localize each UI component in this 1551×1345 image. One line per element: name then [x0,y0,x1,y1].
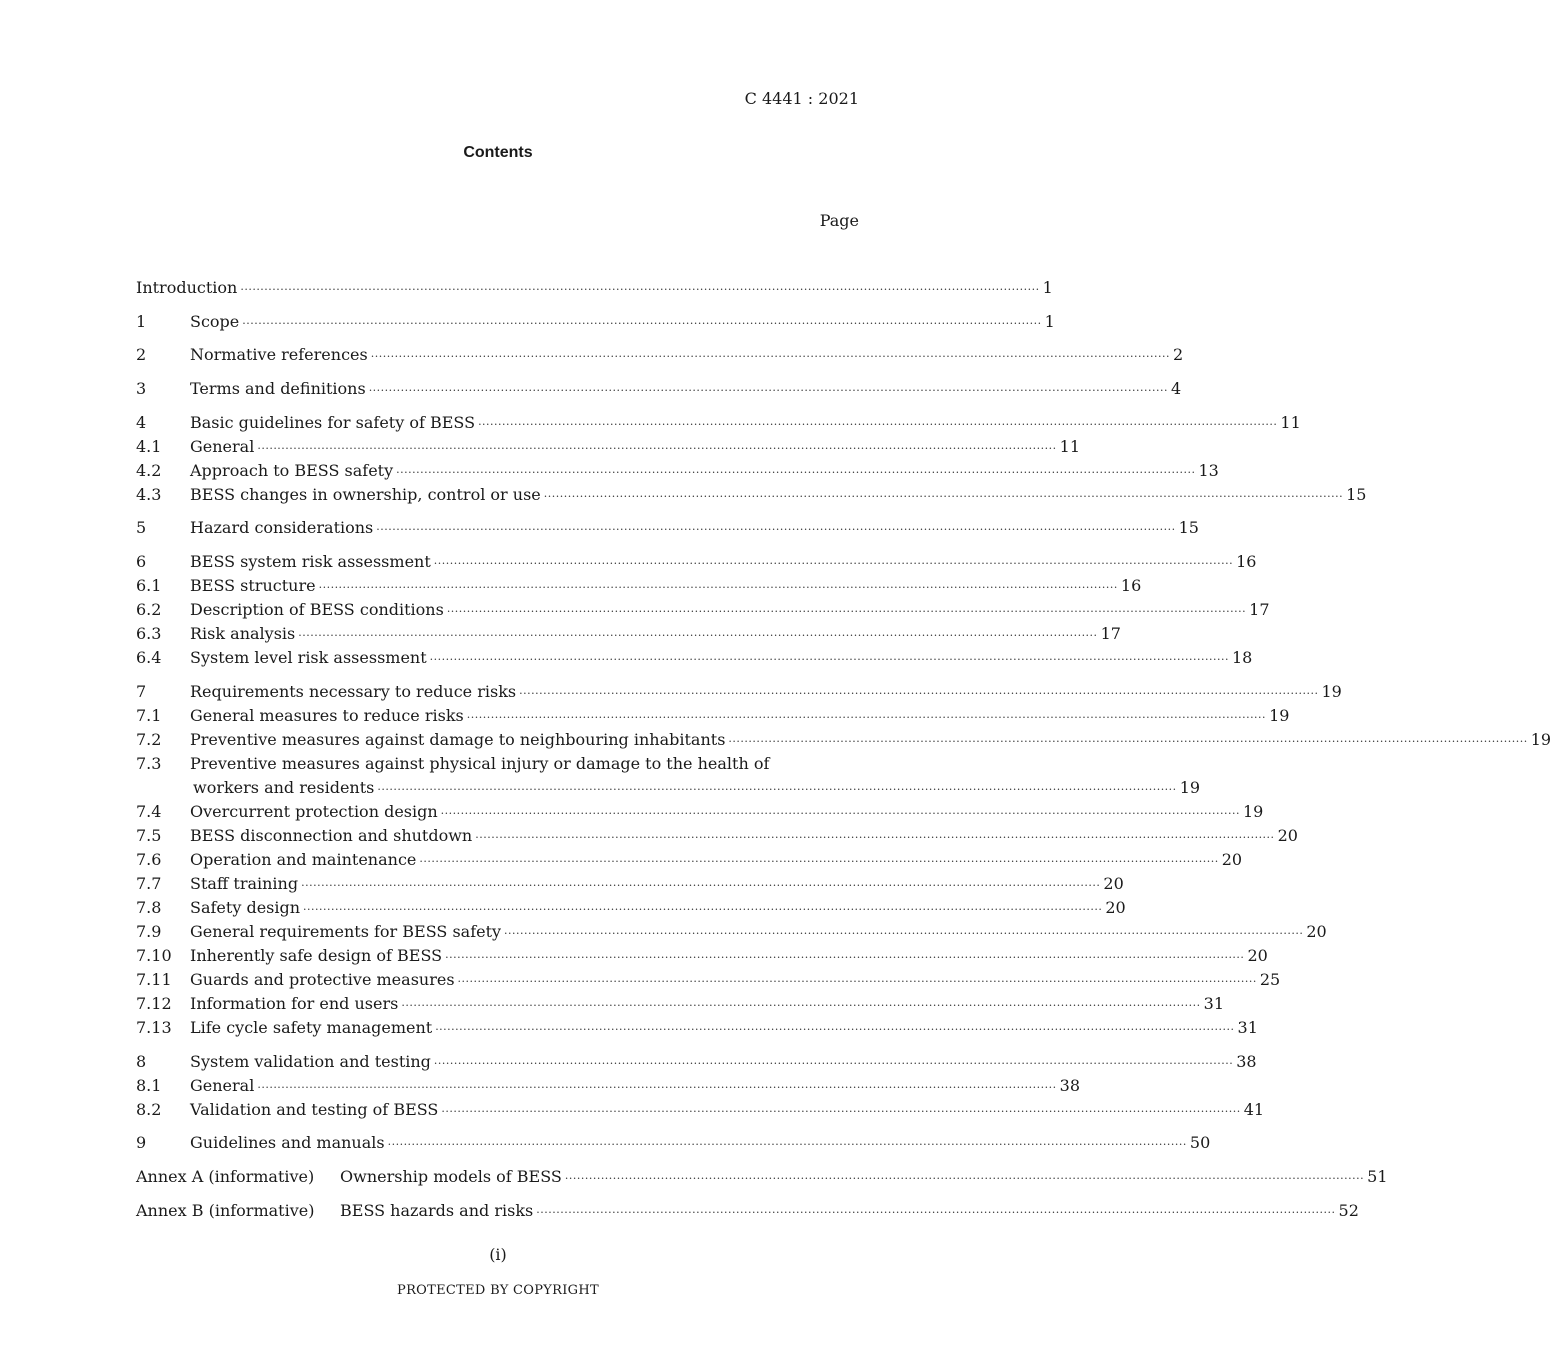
toc-entry-7-3-continued[interactable] [136,776,1201,800]
toc-entry-page: 17 [1249,600,1270,620]
toc-entry-7-11[interactable] [136,968,1281,992]
toc-entry-number: 7.3 [136,753,162,773]
toc-entry-page: 16 [1120,576,1142,596]
toc-entry-number: 6.1 [136,576,162,596]
toc-entry-number: 5 [136,518,147,538]
toc-entry-number: 6.3 [136,624,162,644]
leader-dots: ········································································································································································································ [433,1056,1234,1070]
toc-entry-9[interactable] [136,1131,1211,1155]
toc-entry-title: BESS structure [190,576,316,596]
toc-entry-number: 8 [136,1051,147,1071]
toc-entry-page: 19 [1321,681,1342,701]
leader-dots: ········································································································································································································ [301,878,1101,892]
toc-entry-title: BESS hazards and risks [340,1200,534,1220]
toc-entry-6-4[interactable] [136,646,1253,670]
toc-entry-number: 9 [136,1133,147,1153]
toc-entry-7-5[interactable] [136,824,1298,848]
annex-label: Annex B (informative) [136,1200,315,1220]
leader-dots: ········································································································································································································ [536,1205,1336,1219]
toc-entry-page: 50 [1189,1133,1211,1153]
toc-entry-page: 25 [1259,969,1281,989]
toc-entry-7-9[interactable] [136,920,1327,944]
toc-entry-page: 1 [1044,311,1055,331]
leader-dots: ········································································································································································································ [368,384,1169,398]
toc-entry-title: Terms and definitions [190,379,366,399]
leader-dots: ········································································································································································································ [242,316,1042,330]
toc-entry-number: 2 [136,345,147,365]
toc-entry-page: 31 [1203,993,1225,1013]
toc-entry-number: 7 [136,681,147,701]
toc-entry-7-10[interactable] [136,944,1268,968]
toc-entry-title: Ownership models of BESS [340,1166,562,1186]
copyright-notice: PROTECTED BY COPYRIGHT [397,1283,599,1298]
toc-entry-7-3[interactable] [136,752,842,776]
toc-entry-title: Information for end users [190,993,399,1013]
toc-entry-8-1[interactable] [136,1074,1081,1098]
toc-entry-title: Validation and testing of BESS [190,1099,439,1119]
toc-entry-7-12[interactable] [136,992,1225,1016]
toc-entry-number: 7.7 [136,873,162,893]
toc-entry-page: 41 [1243,1099,1265,1119]
toc-entry-7-4[interactable] [136,800,1264,824]
toc-entry-number: 7.5 [136,825,162,845]
toc-entry-page: 4 [1171,379,1182,399]
toc-entry-page: 1 [1042,278,1053,297]
toc-entry-8[interactable] [136,1050,1257,1074]
leader-dots: ········································································································································································································ [396,465,1196,479]
page-title: Contents [463,144,533,161]
toc-entry-number: 3 [136,379,147,399]
leader-dots: ········································································································································································································ [318,581,1118,595]
toc-entry-number: 7.2 [136,729,162,749]
toc-entry-number: 7.4 [136,801,162,821]
toc-entry-page: 15 [1178,518,1199,538]
page-column-label: Page [819,211,859,230]
toc-entry-4-2[interactable] [136,459,1219,483]
toc-entry-title: System level risk assessment [190,648,427,668]
toc-entry-title: Description of BESS conditions [190,600,444,620]
leader-dots: ········································································································································································································ [446,605,1247,619]
toc-entry-page: 19 [1269,705,1290,725]
toc-entry-page: 31 [1237,1017,1258,1037]
leader-dots: ········································································································································································································ [519,686,1319,700]
toc-entry-page: 19 [1243,801,1264,821]
toc-entry-7-1[interactable] [136,704,1290,728]
toc-entry-title: Operation and maintenance [190,849,417,869]
leader-dots: ········································································································································································································ [435,1022,1235,1036]
toc-entry-6[interactable] [136,550,1257,574]
toc-entry-title: Scope [190,311,240,331]
toc-entry-number: 6 [136,552,147,572]
leader-dots: ········································································································································································································ [370,350,1171,364]
toc-entry-title: Preventive measures against damage to neighbouring inhabitants [190,729,726,749]
toc-entry-number: 4 [136,412,147,432]
toc-entry-number: 1 [136,311,147,331]
toc-entry-title: System validation and testing [190,1051,431,1071]
toc-entry-3[interactable] [136,377,1182,401]
toc-entry-title: Hazard considerations [190,518,374,538]
toc-entry-number: 7.10 [136,945,172,965]
toc-entry-title: Risk analysis [190,624,296,644]
leader-dots: ········································································································································································································ [466,710,1267,724]
leader-dots: ········································································································································································································ [303,902,1103,916]
toc-entry-2[interactable] [136,343,1184,367]
leader-dots: ········································································································································································································ [377,782,1177,796]
leader-dots: ········································································································································································································ [478,417,1278,431]
toc-entry-page: 15 [1346,484,1367,504]
leader-dots: ········································································································································································································ [564,1171,1365,1185]
toc-entry-title: Approach to BESS safety [190,460,394,480]
leader-dots: ········································································································································································································ [433,557,1234,571]
toc-entry-page: 20 [1247,945,1268,965]
toc-entry-title: Requirements necessary to reduce risks [190,681,517,701]
toc-entry-title: BESS changes in ownership, control or use [190,484,541,504]
leader-dots: ········································································································································································································ [728,734,1528,748]
leader-dots: ········································································································································································································ [445,950,1245,964]
toc-entry-title: General measures to reduce risks [190,705,464,725]
leader-dots: ········································································································································································································ [543,489,1344,503]
toc-entry-page: 11 [1059,436,1081,456]
toc-entry-page: 19 [1530,729,1551,749]
toc-entry-7-6[interactable] [136,848,1243,872]
toc-entry-annex-a[interactable] [136,1165,1388,1189]
toc-entry-page: 17 [1100,624,1121,644]
leader-dots: ········································································································································································································ [298,629,1098,643]
toc-entry-title: Safety design [190,897,301,917]
toc-entry-number: 6.2 [136,600,162,620]
toc-entry-number: 4.2 [136,460,162,480]
toc-entry-1[interactable] [136,310,1055,334]
toc-entry-page: 51 [1367,1166,1388,1186]
toc-entry-number: 8.2 [136,1099,162,1119]
toc-entry-title-continued: workers and residents [193,777,375,797]
toc-entry-page: 16 [1236,552,1257,572]
table-of-contents [136,276,1551,1223]
toc-entry-number: 7.8 [136,897,162,917]
leader-dots: ········································································································································································································ [440,806,1240,820]
toc-entry-7-7[interactable] [136,872,1124,896]
toc-entry-7-8[interactable] [136,896,1126,920]
leader-dots: ········································································································································································································ [504,926,1304,940]
toc-entry-title: Inherently safe design of BESS [190,945,443,965]
leader-dots: ········································································································································································································ [257,441,1057,455]
page-folio: (i) [489,1245,507,1264]
leader-dots: ········································································································································································································ [475,830,1275,844]
toc-entry-title: Guidelines and manuals [190,1133,385,1153]
toc-entry-page: 38 [1059,1075,1081,1095]
toc-entry-page: 13 [1198,460,1219,480]
toc-entry-introduction[interactable] [136,276,1053,300]
toc-entry-4-1[interactable] [136,435,1081,459]
toc-entry-number: 7.6 [136,849,162,869]
leader-dots: ········································································································································································································ [401,998,1201,1012]
toc-entry-title: Preventive measures against physical injury or damage to the health of [190,753,770,773]
toc-entry-page: 20 [1221,849,1243,869]
toc-entry-title: General requirements for BESS safety [190,921,502,941]
toc-entry-page: 2 [1173,345,1184,365]
toc-entry-page: 18 [1231,648,1253,668]
toc-entry-title: General [190,436,255,456]
toc-entry-8-2[interactable] [136,1098,1265,1122]
toc-entry-7[interactable] [136,680,1342,704]
leader-dots: ········································································································································································································ [257,1080,1057,1094]
toc-entry-title: General [190,1075,255,1095]
toc-entry-page: 52 [1338,1200,1359,1220]
toc-entry-6-1[interactable] [136,574,1142,598]
toc-entry-4-3[interactable] [136,483,1367,507]
toc-entry-number: 7.12 [136,993,172,1013]
toc-entry-title: Life cycle safety management [190,1017,433,1037]
toc-entry-6-3[interactable] [136,622,1121,646]
toc-entry-7-2[interactable] [136,728,1551,752]
toc-entry-number: 7.11 [136,969,172,989]
toc-entry-title: Overcurrent protection design [190,801,438,821]
toc-entry-page: 38 [1236,1051,1257,1071]
toc-entry-6-2[interactable] [136,598,1270,622]
leader-dots: ········································································································································································································ [441,1104,1241,1118]
toc-entry-page: 11 [1280,412,1301,432]
toc-entry-annex-b[interactable] [136,1199,1359,1223]
annex-label: Annex A (informative) [136,1166,315,1186]
toc-entry-page: 20 [1306,921,1327,941]
toc-entry-title: BESS disconnection and shutdown [190,825,473,845]
toc-entry-page: 20 [1103,873,1124,893]
toc-entry-number: 7.1 [136,705,162,725]
toc-entry-title: Introduction [136,278,238,297]
toc-entry-number: 6.4 [136,648,162,668]
toc-entry-number: 4.3 [136,484,162,504]
toc-entry-title: Basic guidelines for safety of BESS [190,412,476,432]
leader-dots: ········································································································································································································ [376,523,1176,537]
toc-entry-number: 4.1 [136,436,162,456]
toc-entry-title: Normative references [190,345,368,365]
leader-dots: ········································································································································································································ [429,653,1229,667]
toc-entry-number: 7.13 [136,1017,172,1037]
leader-dots: ········································································································································································································ [457,974,1257,988]
toc-entry-title: BESS system risk assessment [190,552,431,572]
toc-entry-number: 7.9 [136,921,162,941]
standard-number: C 4441 : 2021 [744,89,859,108]
leader-dots: ········································································································································································································ [387,1138,1187,1152]
toc-entry-number: 8.1 [136,1075,162,1095]
leader-dots: ········································································································································································································ [419,854,1219,868]
toc-entry-page: 19 [1179,777,1201,797]
toc-entry-7-13[interactable] [136,1016,1258,1040]
toc-entry-5[interactable] [136,516,1199,540]
toc-entry-4[interactable] [136,411,1301,435]
toc-entry-title: Staff training [190,873,299,893]
leader-dots: ········································································································································································································ [240,283,1040,296]
toc-entry-page: 20 [1277,825,1298,845]
toc-entry-page: 20 [1105,897,1126,917]
toc-entry-title: Guards and protective measures [190,969,455,989]
